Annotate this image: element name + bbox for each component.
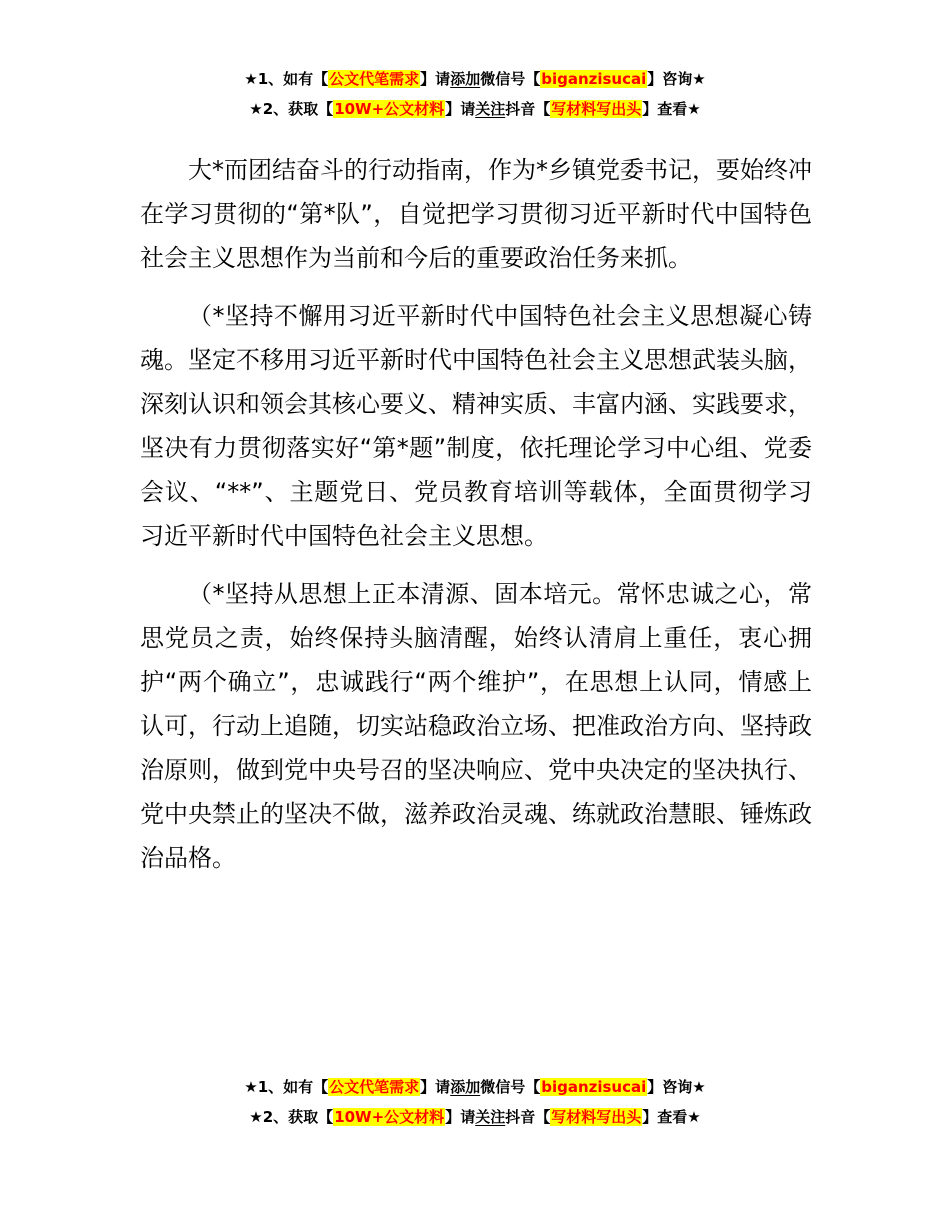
banner-text: ★2、获取【 — [249, 1108, 334, 1126]
banner-text: ★2、获取【 — [249, 100, 334, 118]
banner-text: 微信号【 — [480, 1078, 541, 1096]
banner-text: ★1、如有【 — [244, 1078, 329, 1096]
banner-line-1 — [0, 1072, 950, 1102]
banner-text: 抖音【 — [505, 1108, 551, 1126]
banner-text: 】请 — [445, 100, 476, 118]
banner-highlight: 公文代笔需求 — [329, 1078, 420, 1096]
banner-underlined-text: 添加 — [450, 70, 481, 88]
banner-highlight: biganzisucai — [541, 70, 647, 88]
banner-line-1 — [0, 64, 950, 94]
banner-underlined-text: 关注 — [475, 1108, 506, 1126]
banner-text: 微信号【 — [480, 70, 541, 88]
body-paragraph: （*坚持不懈用习近平新时代中国特色社会主义思想凝心铸魂。坚定不移用习近平新时代中国特色社会主义思想武装头脑，深刻认识和领会其核心要义、精神实质、丰富内涵、实践要求，坚决有力贯彻落实好“第*题”制度，依托理论学习中心组、党委会议、“**”、主题党日、党员教育培训等载体，全面贯彻学习习近平新时代中国特色社会主义思想。 — [140, 302, 812, 550]
banner-underlined-text: 添加 — [450, 1078, 481, 1096]
footer-banner — [0, 1072, 950, 1132]
banner-text: ★1、如有【 — [244, 70, 329, 88]
document-body — [140, 148, 812, 894]
banner-highlight: 10W+公文材料 — [334, 100, 445, 118]
body-paragraph: （*坚持从思想上正本清源、固本培元。常怀忠诚之心，常思党员之责，始终保持头脑清醒，始终认清肩上重任，衷心拥护“两个确立”，忠诚践行“两个维护”，在思想上认同，情感上认可，行动上追随，切实站稳政治立场、把准政治方向、坚持政治原则，做到党中央号召的坚决响应、党中央决定的坚决执行、党中央禁止的坚决不做，滋养政治灵魂、练就政治慧眼、锤炼政治品格。 — [140, 580, 812, 872]
banner-text: 】请 — [445, 1108, 476, 1126]
body-paragraph: 大*而团结奋斗的行动指南，作为*乡镇党委书记，要始终冲在学习贯彻的“第*队”，自觉把学习贯彻习近平新时代中国特色社会主义思想作为当前和今后的重要政治任务来抓。 — [140, 156, 812, 272]
banner-text: 】请 — [420, 70, 451, 88]
banner-text: 】查看★ — [642, 1108, 701, 1126]
banner-text: 】查看★ — [642, 100, 701, 118]
banner-highlight: 写材料写出头 — [551, 1108, 642, 1126]
banner-highlight: 写材料写出头 — [551, 100, 642, 118]
banner-line-2 — [0, 94, 950, 124]
banner-text: 抖音【 — [505, 100, 551, 118]
banner-highlight: 10W+公文材料 — [334, 1108, 445, 1126]
banner-highlight: 公文代笔需求 — [329, 70, 420, 88]
banner-text: 】咨询★ — [647, 70, 706, 88]
banner-highlight: biganzisucai — [541, 1078, 647, 1096]
banner-underlined-text: 关注 — [475, 100, 506, 118]
banner-line-2 — [0, 1102, 950, 1132]
banner-text: 】咨询★ — [647, 1078, 706, 1096]
header-banner — [0, 64, 950, 124]
banner-text: 】请 — [420, 1078, 451, 1096]
